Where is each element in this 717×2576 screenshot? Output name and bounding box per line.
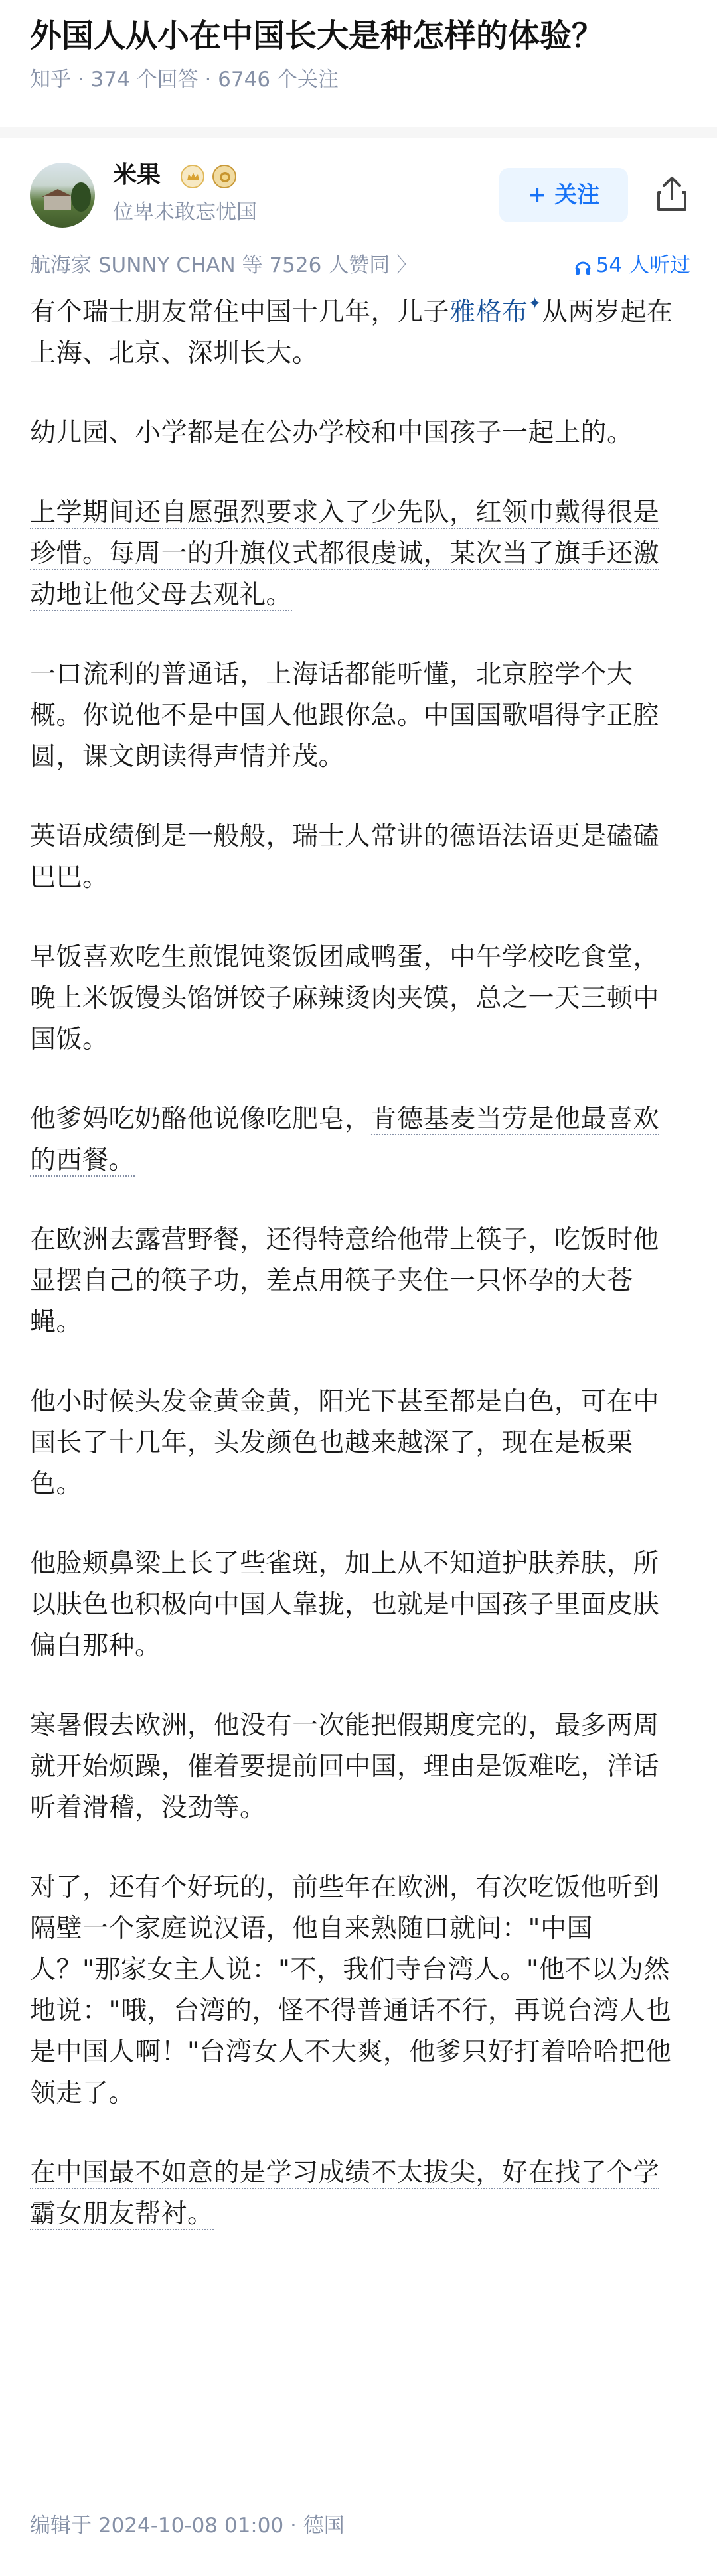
crown-badge-icon[interactable]	[181, 165, 204, 188]
listen-count-label: 54 人听过	[596, 253, 690, 277]
section-divider	[0, 127, 717, 138]
follow-button[interactable]: + 关注	[499, 168, 628, 222]
topic-link-label: 雅格布	[449, 297, 528, 327]
highlighted-text[interactable]: 肯德基麦当劳是他最喜欢的西餐。	[30, 1104, 660, 1175]
answer-content	[30, 292, 680, 2273]
answer-paragraph: 他脸颊鼻梁上长了些雀斑，加上从不知道护肤养肤，所以肤色也积极向中国人靠拢，也就是中国孩子里面皮肤偏白那种。	[30, 1549, 660, 1661]
answer-paragraph: 寒暑假去欧洲，他没有一次能把假期度完的，最多两周就开始烦躁，催着要提前回中国，理由是饭难吃，洋话听着滑稽，没劲等。	[30, 1711, 660, 1823]
paragraph-text: 有个瑞士朋友常住中国十几年，儿子	[30, 297, 450, 327]
paragraph-text: 他爹妈吃奶酪他说像吃肥皂，	[30, 1104, 371, 1134]
question-meta: 知乎 · 374 个回答 · 6746 个关注	[30, 68, 339, 92]
avatar[interactable]	[30, 163, 95, 228]
edited-timestamp: 编辑于 2024-10-08 01:00 · 德国	[30, 2514, 345, 2538]
answer-paragraph: 在欧洲去露营野餐，还得特意给他带上筷子，吃饭时他显摆自己的筷子功，差点用筷子夹住一只怀孕的大苍蝇。	[30, 1225, 660, 1337]
listen-count[interactable]	[574, 252, 690, 279]
answer-paragraph: 对了，还有个好玩的，前些年在欧洲，有次吃饭他听到隔壁一个家庭说汉语，他自来熟随口就问："中国人？"那家女主人说："不，我们寺台湾人。"他不以为然地说："哦，台湾的，怪不得普通话不行，再说台湾人也是中国人啊！"台湾女人不大爽，他爹只好打着哈哈把他领走了。	[30, 1873, 672, 2108]
highlighted-text[interactable]: 上学期间还自愿强烈要求入了少先队，红领巾戴得很是珍惜。	[30, 498, 660, 569]
highlighted-text[interactable]: 在中国最不如意的是学习成绩不太拔尖，好在找了个学霸女朋友帮衬。	[30, 2158, 660, 2229]
author-bio: 位卑未敢忘忧国	[113, 200, 257, 224]
paragraph-text: 从两岁起在上海、北京、深圳长大。	[30, 297, 673, 368]
upvoters-summary[interactable]: 航海家 SUNNY CHAN 等 7526 人赞同 〉	[30, 253, 418, 277]
topic-link-jacob[interactable]	[449, 294, 542, 327]
avatar-house	[44, 196, 71, 210]
answer-paragraph	[30, 292, 680, 374]
answer-paragraph: 幼儿园、小学都是在公办学校和中国孩子一起上的。	[30, 418, 633, 448]
medal-icon	[218, 170, 232, 184]
author-name[interactable]: 米果	[113, 161, 161, 188]
answer-paragraph	[30, 1099, 680, 1181]
answer-paragraph	[30, 2153, 680, 2235]
question-title[interactable]: 外国人从小在中国长大是种怎样的体验？	[30, 17, 604, 54]
headphones-icon	[574, 257, 592, 276]
share-arrow-icon	[653, 174, 690, 214]
medal-badge-icon[interactable]	[212, 165, 236, 188]
answer-paragraph	[30, 492, 680, 616]
answer-paragraph: 早饭喜欢吃生煎馄饨粢饭团咸鸭蛋，中午学校吃食堂，晚上米饭馒头馅饼饺子麻辣烫肉夹馍，总之一天三顿中国饭。	[30, 942, 660, 1054]
share-icon[interactable]	[653, 174, 690, 214]
avatar-tree	[71, 182, 91, 212]
crown-icon	[186, 170, 200, 184]
answer-paragraph: 一口流利的普通话，上海话都能听懂，北京腔学个大概。你说他不是中国人他跟你急。中国国歌唱得字正腔圆，课文朗读得声情并茂。	[30, 660, 660, 772]
highlighted-text[interactable]: 每周一的升旗仪式都很虔诚，某次当了旗手还激动地让他父母去观礼。	[30, 539, 660, 610]
answer-paragraph: 英语成绩倒是一般般，瑞士人常讲的德语法语更是磕磕巴巴。	[30, 822, 660, 893]
sparkle-icon: ✦	[528, 294, 542, 313]
answer-paragraph: 他小时候头发金黄金黄，阳光下甚至都是白色，可在中国长了十几年，头发颜色也越来越深了，现在是板栗色。	[30, 1387, 660, 1499]
